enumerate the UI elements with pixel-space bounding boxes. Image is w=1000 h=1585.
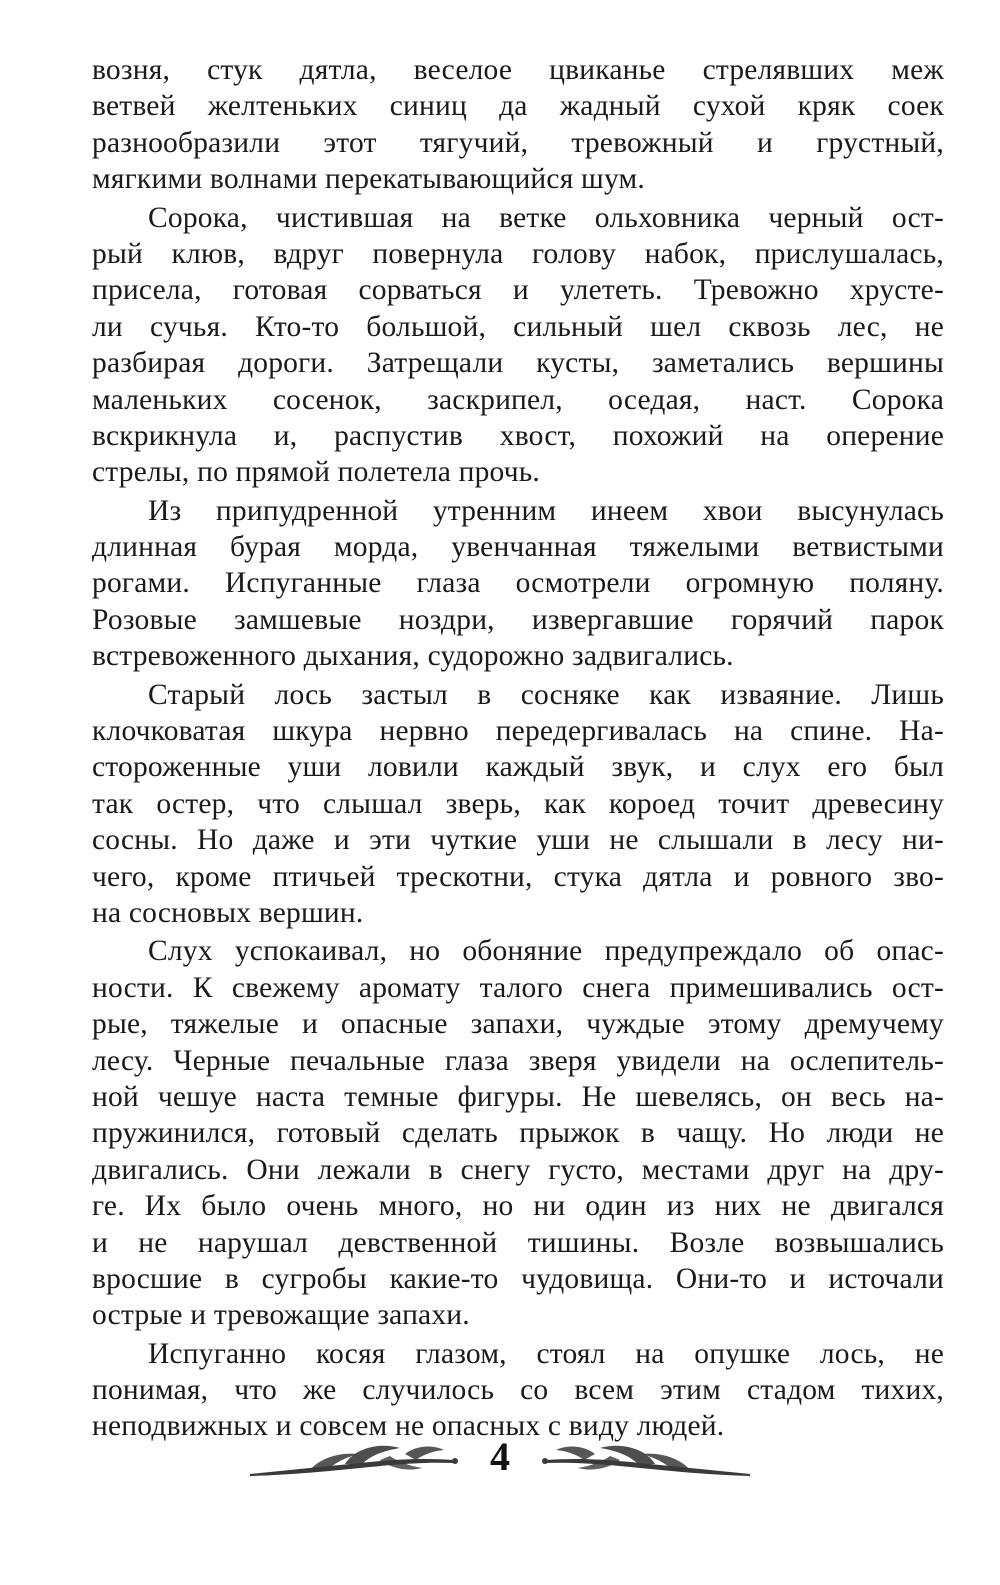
text-line: лесу. Черные печальные глаза зверя увидели на ослепитель-	[92, 1044, 944, 1077]
text-line: клочковатая шкура нервно передергивалась на спине. На-	[92, 715, 944, 748]
paragraph-6	[92, 1336, 944, 1445]
text-line: рогами. Испуганные глаза осмотрели огромную поляну.	[92, 567, 944, 600]
text-line: мягкими волнами перекатывающийся шум.	[92, 163, 645, 196]
scroll-flourish-icon	[535, 1440, 750, 1480]
paragraph-3	[92, 493, 944, 675]
paragraph-4	[92, 677, 944, 932]
text-line: разбирая дороги. Затрещали кусты, заметались вершины	[92, 347, 944, 380]
text-line: рые, тяжелые и опасные запахи, чуждые этому дремучему	[92, 1008, 944, 1041]
page-number: 4	[490, 1434, 510, 1479]
text-line: Сорока, чистившая на ветке ольховника черный ост-	[148, 201, 944, 234]
text-line: ге. Их было очень много, но ни один из них не двигался	[92, 1190, 944, 1223]
page-body	[92, 52, 944, 1445]
text-line: присела, готовая сорваться и улететь. Тревожно хрусте-	[92, 274, 944, 307]
text-line: двигались. Они лежали в снегу густо, местами друг на дру-	[92, 1153, 944, 1186]
text-line: пружинился, готовый сделать прыжок в чащу. Но люди не	[92, 1117, 944, 1150]
text-line: Из припудренной утренним инеем хвои высунулась	[148, 494, 944, 527]
text-line: так остер, что слышал зверь, как короед точит древесину	[92, 787, 944, 820]
text-line: разнообразили этот тягучий, тревожный и грустный,	[92, 126, 944, 159]
text-line: ности. К свежему аромату талого снега примешивались ост-	[92, 971, 944, 1004]
text-line: Старый лось застыл в сосняке как изваяние. Лишь	[148, 678, 944, 711]
text-line: Испуганно косяя глазом, стоял на опушке лось, не	[148, 1337, 944, 1370]
text-line: длинная бурая морда, увенчанная тяжелыми ветвистыми	[92, 531, 944, 564]
text-line: ной чешуе наста темные фигуры. Не шевелясь, он весь на-	[92, 1080, 944, 1113]
text-line: понимая, что же случилось со всем этим стадом тихих,	[92, 1374, 944, 1407]
text-line: неподвижных и совсем не опасных с виду людей.	[92, 1410, 725, 1443]
text-line: сосны. Но даже и эти чуткие уши не слышали в лесу ни-	[92, 824, 944, 857]
text-line: на сосновых вершин.	[92, 896, 364, 929]
page-footer	[0, 1432, 1000, 1492]
paragraph-5	[92, 933, 944, 1333]
text-line: возня, стук дятла, веселое цвиканье стрелявших меж	[92, 54, 944, 86]
text-line: стороженные уши ловили каждый звук, и слух его был	[92, 751, 944, 784]
text-line: вросшие в сугробы какие-то чудовища. Они-то и источали	[92, 1262, 944, 1295]
paragraph-1	[92, 52, 944, 198]
text-line: встревоженного дыхания, судорожно задвигались.	[92, 640, 734, 673]
paragraph-2	[92, 200, 944, 491]
text-line: чего, кроме птичьей трескотни, стука дятла и ровного зво-	[92, 860, 944, 893]
text-line: стрелы, по прямой полетела прочь.	[92, 456, 541, 489]
text-line: ли сучья. Кто-то большой, сильный шел сквозь лес, не	[92, 310, 944, 343]
text-line: Розовые замшевые ноздри, извергавшие горячий парок	[92, 603, 944, 636]
text-line: ветвей желтеньких синиц да жадный сухой кряк соек	[92, 90, 944, 123]
text-line: и не нарушал девственной тишины. Возле возвышались	[92, 1226, 944, 1259]
text-line: маленьких сосенок, заскрипел, оседая, наст. Сорока	[92, 383, 944, 416]
text-line: рый клюв, вдруг повернула голову набок, прислушалась,	[92, 237, 944, 270]
text-line: Слух успокаивал, но обоняние предупреждало об опас-	[148, 935, 944, 968]
scroll-flourish-icon	[250, 1440, 465, 1480]
text-line: вскрикнула и, распустив хвост, похожий на оперение	[92, 419, 944, 452]
text-line: острые и тревожащие запахи.	[92, 1299, 470, 1332]
